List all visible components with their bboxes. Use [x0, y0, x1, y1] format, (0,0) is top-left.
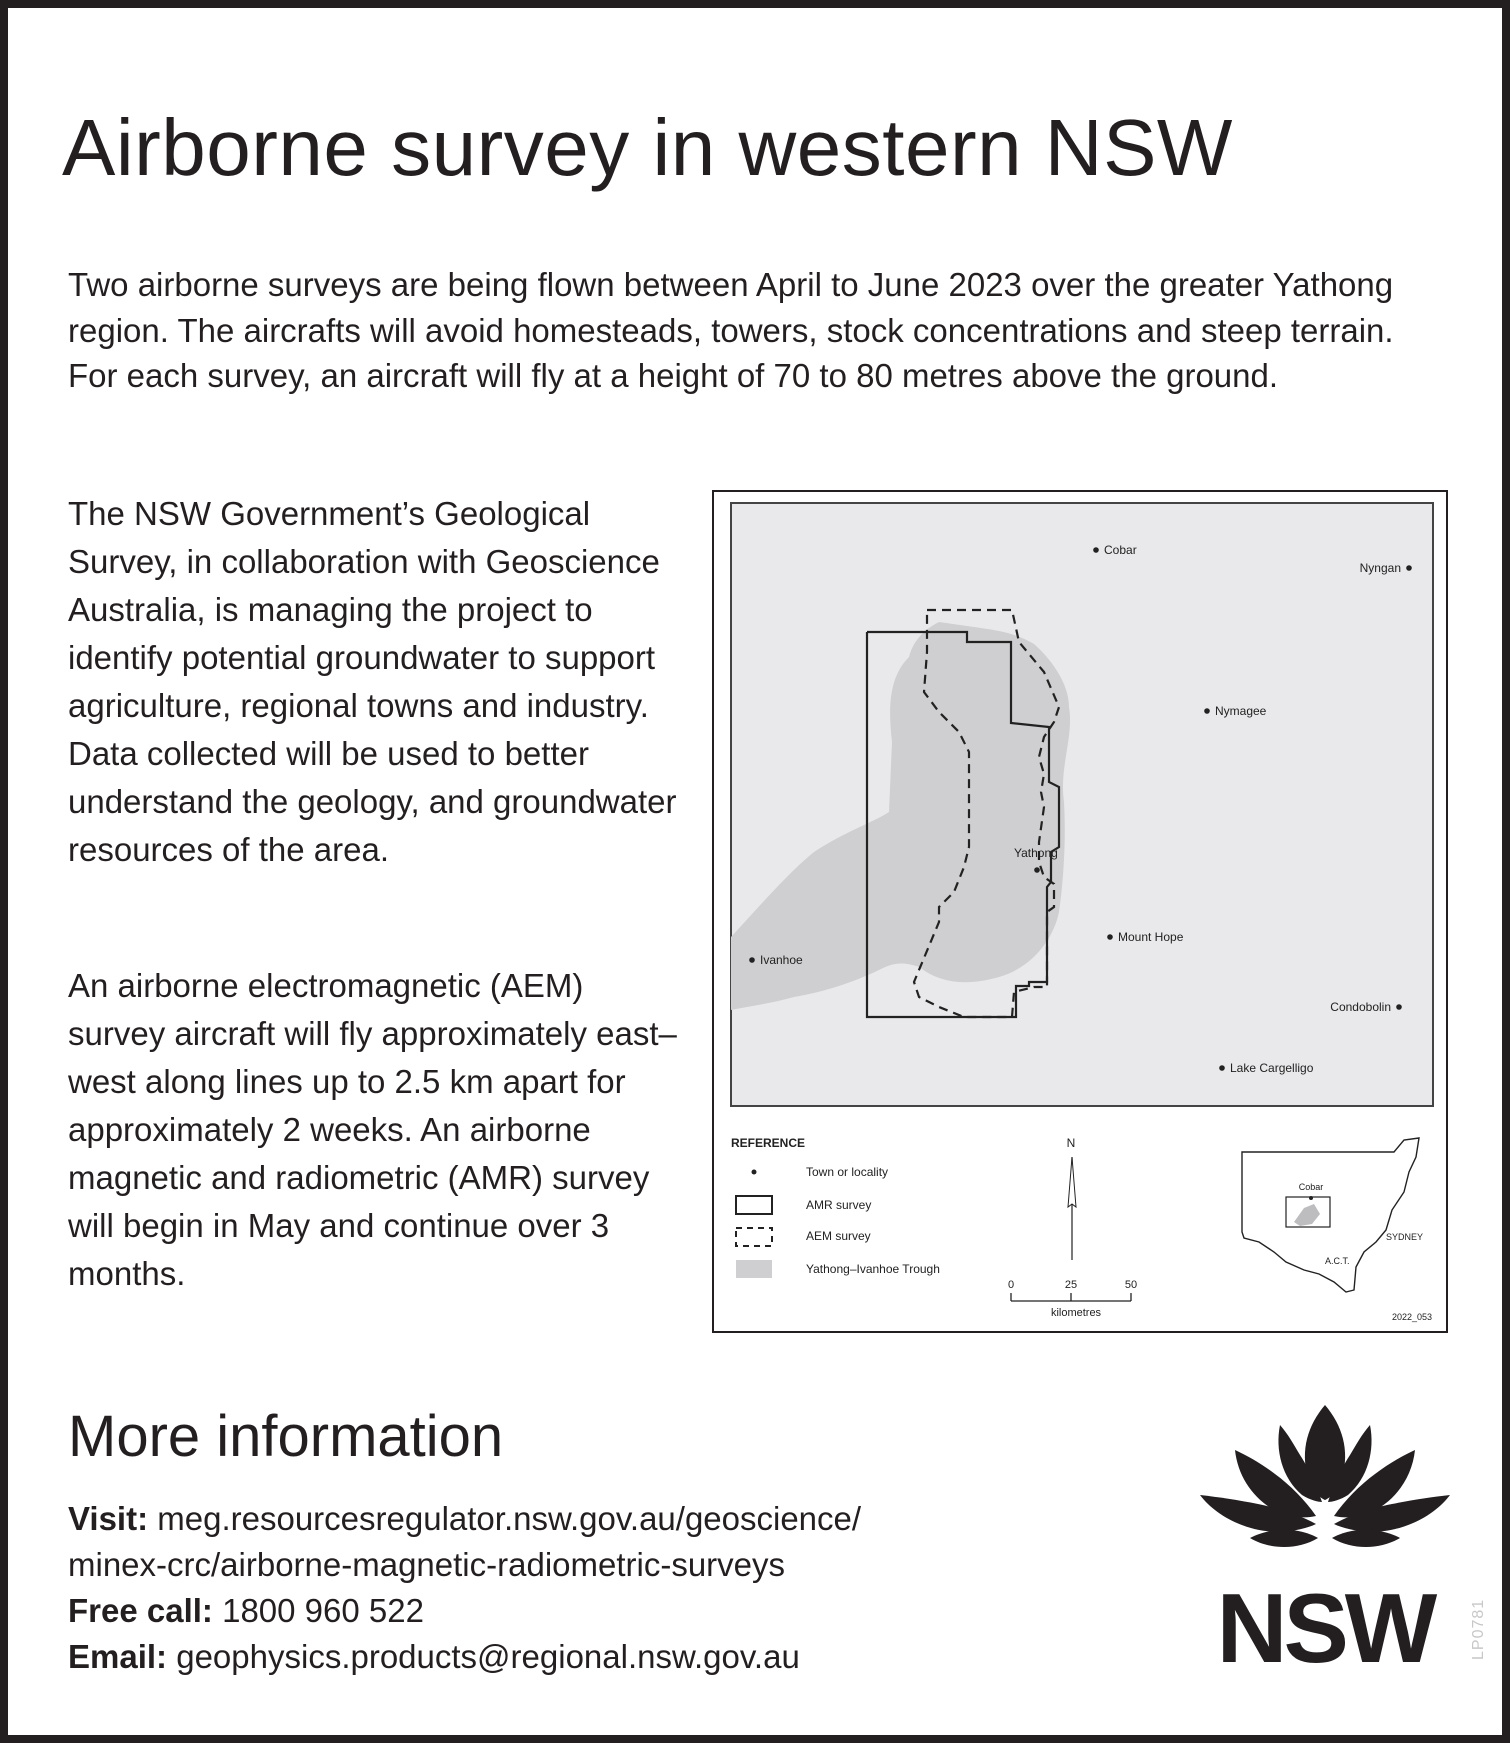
visit-row — [68, 1496, 1068, 1542]
intro-paragraph: Two airborne surveys are being flown between April to June 2023 over the greater Yathong region. The aircrafts will avoid homesteads, towers, stock concentrations and steep terrain. For each survey, an aircraft will fly at a height of 70 to 80 metres above the ground. — [68, 266, 1394, 394]
town-dot-lake-cargelligo — [1219, 1065, 1225, 1071]
inset-act-label: A.C.T. — [1325, 1256, 1350, 1266]
scale-unit: kilometres — [1050, 1307, 1102, 1319]
legend-town-label: Town or locality — [806, 1165, 889, 1179]
inset-cobar-label: Cobar — [1298, 1182, 1324, 1192]
page-title: Airborne survey in western NSW — [62, 103, 1233, 192]
inset-cobar-dot — [1309, 1196, 1313, 1200]
contact-block — [68, 1496, 1068, 1680]
inset-trough — [1294, 1204, 1320, 1226]
phone-label: Free call: — [68, 1592, 213, 1629]
survey-paragraph: An airborne electromagnetic (AEM) survey aircraft will fly approximately east–west along lines up to 2.5 km apart for approximately 2 weeks. An airborne magnetic and radiometric (AMR) survey will begin in May and continue over 3 months. — [68, 967, 677, 1292]
map-legend — [731, 1136, 940, 1278]
town-label-lake-cargelligo: Lake Cargelligo — [1230, 1061, 1314, 1075]
scale-tick-0: 0 — [1007, 1279, 1015, 1291]
legend-heading: REFERENCE — [731, 1136, 806, 1150]
town-label-yathong: Yathong — [1014, 846, 1058, 860]
survey-map — [712, 490, 1448, 1333]
town-label-cobar: Cobar — [1104, 543, 1137, 557]
town-label-ivanhoe: Ivanhoe — [760, 953, 803, 967]
town-label-mount-hope: Mount Hope — [1118, 930, 1184, 944]
town-dot-nymagee — [1204, 708, 1210, 714]
visit-url-line2[interactable]: minex-crc/airborne-magnetic-radiometric-surveys — [68, 1546, 786, 1583]
town-label-nymagee: Nymagee — [1215, 704, 1267, 718]
logo-text: NSW — [1216, 1573, 1434, 1680]
map-svg — [714, 492, 1450, 1335]
email-label: Email: — [68, 1638, 168, 1675]
town-dot-mount-hope — [1107, 934, 1113, 940]
document-code: LP0781 — [1470, 1598, 1487, 1660]
town-label-nyngan: Nyngan — [1359, 561, 1401, 575]
inset-sydney-label: SYDNEY — [1386, 1232, 1424, 1242]
legend-trough-label: Yathong–Ivanhoe Trough — [806, 1262, 940, 1276]
phone-row — [68, 1588, 1068, 1634]
north-label: N — [1066, 1136, 1076, 1150]
visit-url-line1[interactable]: meg.resourcesregulator.nsw.gov.au/geoscience/ — [157, 1500, 862, 1537]
town-dot-yathong — [1034, 867, 1040, 873]
town-dot-nyngan — [1406, 565, 1412, 571]
town-label-condobolin: Condobolin — [1330, 1000, 1391, 1014]
scale-tick-25: 25 — [1064, 1279, 1078, 1291]
email-row — [68, 1634, 1068, 1680]
email-address[interactable]: geophysics.products@regional.nsw.gov.au — [176, 1638, 800, 1675]
scale-tick-50: 50 — [1124, 1279, 1138, 1291]
legend-town-symbol — [752, 1170, 757, 1175]
north-arrow — [1067, 1136, 1076, 1260]
town-dot-cobar — [1093, 547, 1099, 553]
phone-number[interactable]: 1800 960 522 — [222, 1592, 424, 1629]
legend-aem-label: AEM survey — [806, 1229, 871, 1243]
legend-amr-label: AMR survey — [806, 1198, 872, 1212]
legend-amr-symbol — [736, 1196, 772, 1214]
map-code: 2022_053 — [1391, 1312, 1432, 1322]
legend-trough-symbol — [736, 1260, 772, 1278]
visit-label: Visit: — [68, 1500, 149, 1537]
project-paragraph: The NSW Government’s Geological Survey, in collaboration with Geoscience Australia, is managing the project to identify potential groundwater to support agriculture, regional towns and industry. Data collected will be used to better understand the geology, and groundwater resources of the area. — [68, 495, 677, 868]
more-info-heading: More information — [68, 1404, 504, 1469]
nsw-waratah-logo — [1190, 1400, 1460, 1680]
map-panel — [731, 503, 1433, 1106]
nsw-inset — [1242, 1138, 1432, 1322]
scale-bar — [1008, 1279, 1137, 1319]
legend-aem-symbol — [736, 1228, 772, 1246]
town-dot-ivanhoe — [749, 957, 755, 963]
town-dot-condobolin — [1396, 1004, 1402, 1010]
